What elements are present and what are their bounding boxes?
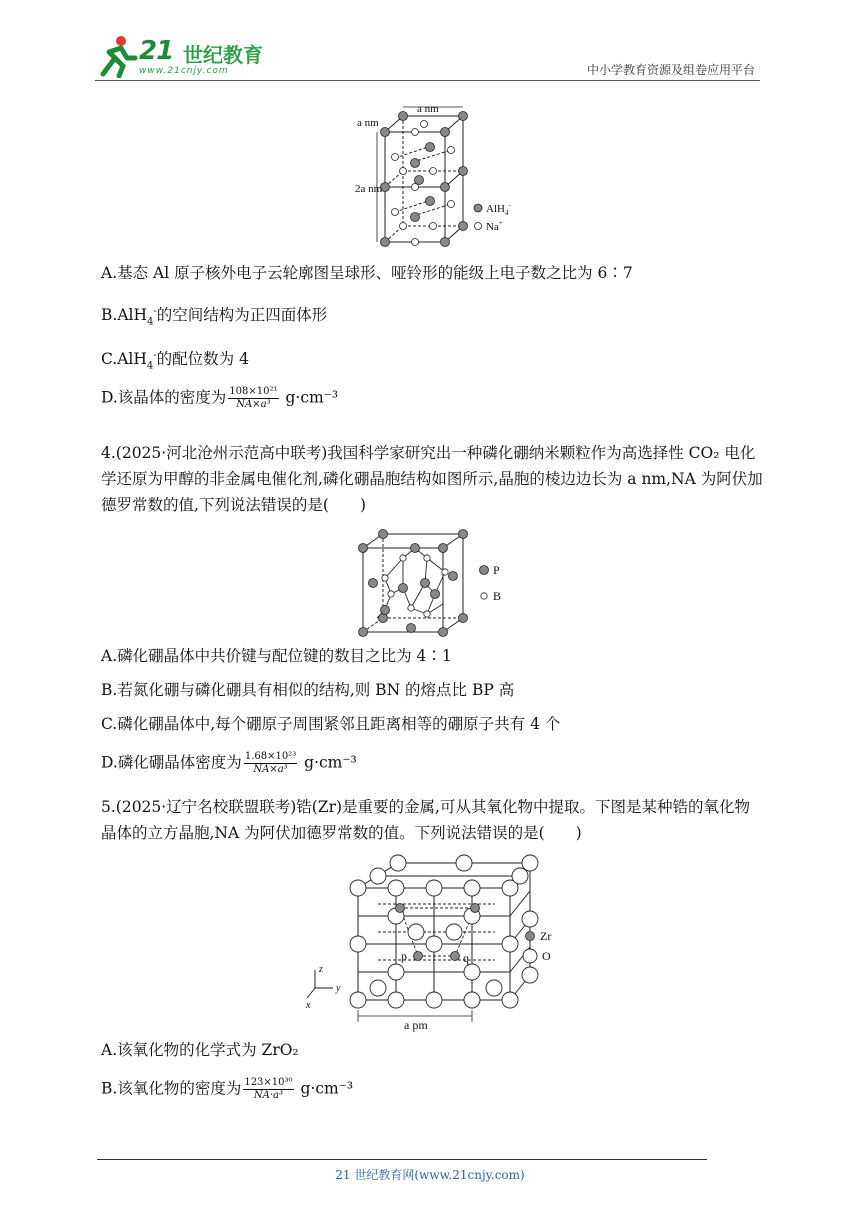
q5-option-a: A.该氧化物的化学式为 ZrO₂ bbox=[101, 1041, 299, 1059]
logo-number: 21 bbox=[139, 36, 174, 66]
label-a-nm-top: a nm bbox=[417, 103, 439, 115]
label-q: q bbox=[463, 951, 469, 965]
nalh4-crystal-figure bbox=[355, 102, 525, 247]
logo-name: 世纪教育 bbox=[183, 43, 263, 67]
legend-zr: Zr bbox=[540, 929, 552, 943]
q5-stem: 5.(2025·辽宁名校联盟联考)锆(Zr)是重要的金属,可从其氧化物中提取。下图是某种锆的氧化物晶体的立方晶胞,NA 为阿伏加德罗常数的值。下列说法错误的是( ) bbox=[101, 798, 750, 842]
q3-option-a: A.基态 Al 原子核外电子云轮廓图呈球形、哑铃形的能级上电子数之比为 6∶7 bbox=[101, 264, 633, 282]
q5-b-fraction: $\frac{\text{123×10³⁰}}{\text{NA·a³}}$ bbox=[244, 1077, 293, 1101]
q3-option-d: D.该晶体的密度为 $\frac{\text{108×10²¹}}{\text{NA×a³}}$ g·cm⁻³ bbox=[101, 386, 339, 410]
q3-d-fraction: $\frac{\text{108×10²¹}}{\text{NA×a³}}$ bbox=[229, 386, 278, 410]
bp-crystal-figure bbox=[355, 528, 525, 638]
q3-option-b: B.AlH$_4$-的空间结构为正四面体形 bbox=[101, 306, 328, 328]
axis-x: x bbox=[306, 1000, 311, 1011]
zro2-crystal-figure bbox=[300, 848, 565, 1033]
legend-na: Na+ bbox=[486, 219, 503, 233]
q4-option-a: A.磷化硼晶体中共价键与配位键的数目之比为 4∶1 bbox=[101, 647, 452, 665]
q4-stem: 4.(2025·河北沧州示范高中联考)我国科学家研究出一种磷化硼纳米颗粒作为高选择性 CO₂ 电化学还原为甲醇的非金属电催化剂,磷化硼晶胞结构如图所示,晶胞的棱边边长为 a nm,NA 为阿伏加德罗常数的值,下列说法错误的是( ) bbox=[101, 444, 763, 514]
q4-d-fraction: $\frac{\text{1.68×10²³}}{\text{NA×a³}}$ bbox=[244, 751, 297, 775]
legend-b: B bbox=[493, 589, 502, 603]
legend-p: P bbox=[493, 563, 500, 577]
label-p: p bbox=[401, 949, 407, 963]
q4-option-c: C.磷化硼晶体中,每个硼原子周围紧邻且距离相等的硼原子共有 4 个 bbox=[101, 715, 561, 733]
logo-url: www.21cnjy.com bbox=[139, 66, 229, 76]
legend-alh4: AlH$_4$- bbox=[486, 201, 511, 217]
q4-option-b: B.若氮化硼与磷化硼具有相似的结构,则 BN 的熔点比 BP 高 bbox=[101, 681, 515, 699]
page-header bbox=[95, 30, 760, 82]
runner-logo-icon bbox=[95, 34, 139, 78]
header-platform-text: 中小学教育资源及组卷应用平台 bbox=[586, 63, 755, 77]
label-a-nm-side: a nm bbox=[357, 117, 379, 129]
axis-z: z bbox=[319, 964, 323, 975]
label-a-pm: a pm bbox=[404, 1018, 428, 1032]
label-2a-nm: 2a nm bbox=[355, 183, 383, 195]
axis-y: y bbox=[336, 983, 341, 994]
q4-option-d: D.磷化硼晶体密度为 $\frac{\text{1.68×10²³}}{\text{NA×a³}}$ g·cm⁻³ bbox=[101, 751, 357, 775]
page-footer: 21 世纪教育网(www.21cnjy.com) bbox=[335, 1168, 525, 1182]
q5-option-b: B.该氧化物的密度为 $\frac{\text{123×10³⁰}}{\text{NA·a³}}$ g·cm⁻³ bbox=[101, 1077, 354, 1101]
header-divider bbox=[95, 80, 760, 81]
q3-option-c: C.AlH$_4$-的配位数为 4 bbox=[101, 350, 249, 372]
site-logo bbox=[95, 34, 265, 78]
legend-o: O bbox=[542, 949, 551, 963]
footer-divider bbox=[97, 1159, 707, 1160]
